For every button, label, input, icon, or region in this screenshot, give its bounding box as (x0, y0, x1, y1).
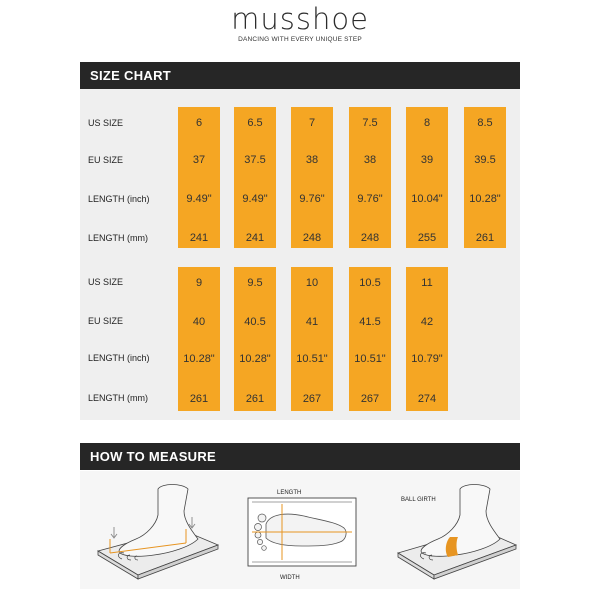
eu-size-value: 37.5 (244, 154, 266, 166)
row-label-us-size: US SIZE (88, 118, 124, 128)
length-mm-value: 248 (302, 232, 322, 244)
length-inch-value: 10.51" (354, 353, 386, 365)
size-column (178, 267, 220, 411)
size-column (291, 107, 333, 248)
size-column (406, 107, 448, 248)
brand-logo: musshoe (231, 2, 369, 36)
length-inch-value: 10.28" (239, 353, 271, 365)
length-mm-value: 274 (417, 393, 437, 405)
us-size-value: 7 (308, 117, 316, 129)
length-inch-value: 9.49" (242, 193, 268, 205)
eu-size-value: 41.5 (359, 316, 381, 328)
row-label-length-mm: LENGTH (mm) (88, 233, 148, 243)
us-size-value: 10 (305, 277, 319, 289)
brand-tagline: DANCING WITH EVERY UNIQUE STEP (238, 36, 362, 43)
size-column (349, 267, 391, 411)
ball-girth-illustration (388, 471, 518, 589)
how-to-measure-header (80, 443, 520, 470)
size-column (349, 107, 391, 248)
us-size-value: 6 (195, 117, 203, 129)
row-label-length-inch: LENGTH (inch) (88, 353, 150, 363)
us-size-value: 11 (421, 277, 433, 289)
footprint-illustration (246, 496, 358, 568)
row-label-eu-size: EU SIZE (88, 155, 124, 165)
width-label: WIDTH (280, 575, 300, 581)
size-chart-title: SIZE CHART (90, 68, 171, 83)
eu-size-value: 37 (192, 154, 206, 166)
eu-size-value: 40 (192, 316, 206, 328)
us-size-value: 10.5 (359, 277, 381, 289)
us-size-value: 9 (195, 277, 203, 289)
row-label-us-size: US SIZE (88, 277, 124, 287)
eu-size-value: 41 (305, 316, 319, 328)
us-size-value: 7.5 (362, 117, 378, 129)
length-label: LENGTH (277, 490, 302, 496)
size-chart-panel (80, 89, 520, 420)
length-mm-value: 255 (417, 232, 437, 244)
size-column (178, 107, 220, 248)
length-inch-value: 10.28" (469, 193, 501, 205)
size-chart-header (80, 62, 520, 89)
row-label-eu-size: EU SIZE (88, 316, 124, 326)
size-column (234, 107, 276, 248)
length-inch-value: 9.76" (357, 193, 383, 205)
eu-size-value: 39.5 (474, 154, 496, 166)
length-inch-value: 9.49" (186, 193, 212, 205)
length-mm-value: 248 (360, 232, 380, 244)
length-mm-value: 267 (302, 393, 322, 405)
us-size-value: 9.5 (247, 277, 263, 289)
us-size-value: 8 (423, 117, 431, 129)
length-inch-value: 10.04" (411, 193, 443, 205)
length-inch-value: 9.76" (299, 193, 325, 205)
length-mm-value: 267 (360, 393, 380, 405)
length-mm-value: 241 (245, 232, 265, 244)
eu-size-value: 40.5 (244, 316, 266, 328)
length-mm-value: 261 (245, 393, 265, 405)
foot-length-illustration (80, 471, 220, 589)
size-column (234, 267, 276, 411)
size-column (464, 107, 506, 248)
length-mm-value: 261 (189, 393, 209, 405)
how-to-measure-title: HOW TO MEASURE (90, 449, 217, 464)
length-mm-value: 241 (189, 232, 209, 244)
us-size-value: 6.5 (247, 117, 263, 129)
eu-size-value: 42 (420, 316, 434, 328)
row-label-length-mm: LENGTH (mm) (88, 393, 148, 403)
length-mm-value: 261 (475, 232, 495, 244)
eu-size-value: 39 (420, 154, 434, 166)
how-to-measure-panel (80, 471, 520, 589)
row-label-length-inch: LENGTH (inch) (88, 194, 150, 204)
eu-size-value: 38 (305, 154, 319, 166)
us-size-value: 8.5 (477, 117, 493, 129)
eu-size-value: 38 (363, 154, 377, 166)
length-inch-value: 10.79" (411, 353, 443, 365)
length-inch-value: 10.51" (296, 353, 328, 365)
size-column (406, 267, 448, 411)
ball-girth-label: BALL GIRTH (401, 497, 436, 503)
size-column (291, 267, 333, 411)
length-inch-value: 10.28" (183, 353, 215, 365)
